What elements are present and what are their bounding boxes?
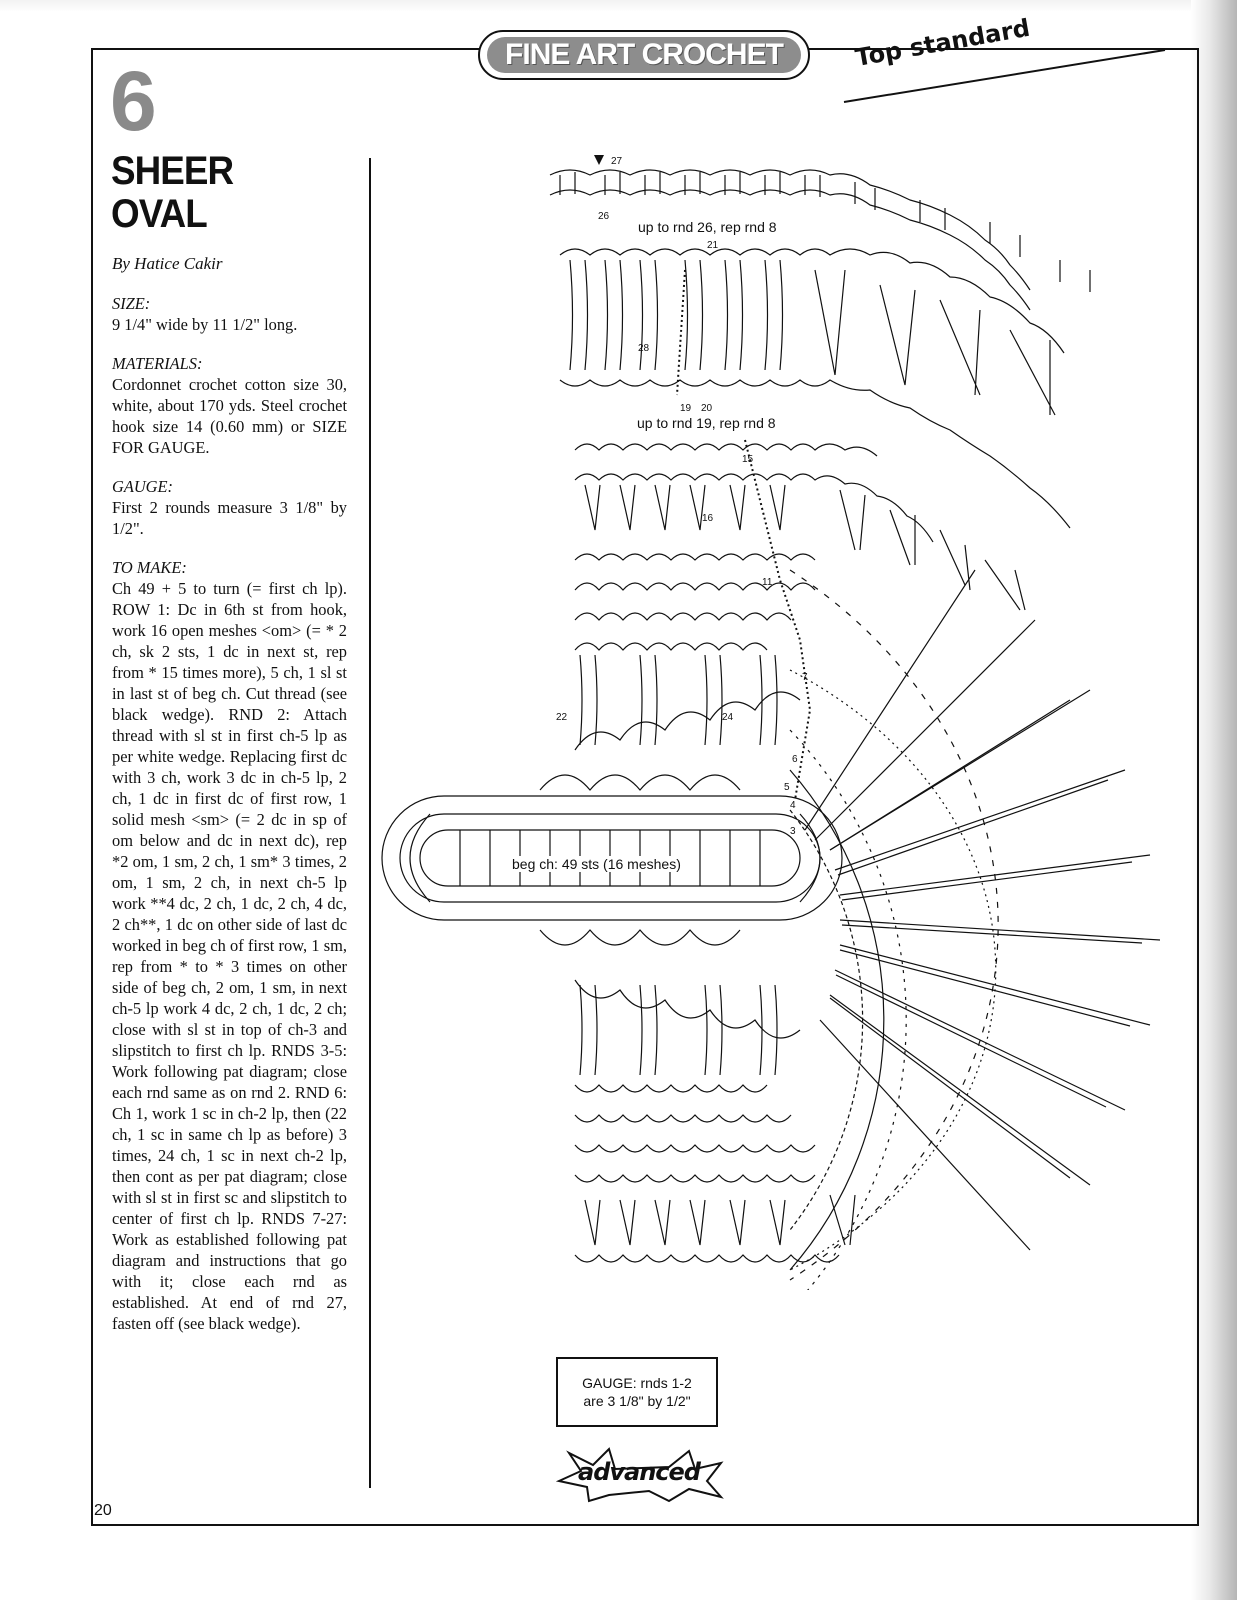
chart-top-strip: [550, 170, 1090, 310]
round-number: 16: [702, 513, 714, 524]
size-text: 9 1/4" wide by 11 1/2" long.: [112, 315, 298, 334]
round-number: 21: [707, 240, 719, 251]
round-start-line: [677, 270, 810, 800]
magazine-banner: [478, 30, 810, 80]
banner-title: FINE ART CROCHET: [487, 37, 801, 73]
round-number: 6: [792, 754, 798, 765]
skill-level-badge: [549, 1443, 729, 1503]
rating-label: Top standard: [853, 13, 1032, 72]
tomake-text: Ch 49 + 5 to turn (= first ch lp). ROW 1: Dc in 6th st from hook, work 16 open meshes <om> (= * 2 ch, sk 2 sts, 1 dc in next st, rep from * 15 times more), 5 ch, 1 sl st in last st of beg ch. Cut thread (see black wedge). RND 2: Attach thread with sl st in first ch-5 lp as per white wedge. Replacing first dc with 3 ch, work 3 dc in ch-5 lp, 2 ch, 1 dc in first dc of first row, 1 solid mesh <sm> (= 2 dc in sp of om below and dc in next dc), rep *2 om, 1 sm, 2 ch, 1 sm* 3 times, 2 om, 1 sm, 2 ch, in next ch-5 lp work **4 dc, 2 ch, 1 dc, 2 ch, 4 dc, 2 ch**, 1 dc on other side of last dc worked in beg ch of first row, 1 sm, rep from * to * 3 times on other side of beg ch, 2 om, 1 sm, in next ch-5 lp work 4 dc, 2 ch, 1 dc, 2 ch; close with sl st in top of ch-3 and slipstitch to first ch lp. RNDS 3-5: Work following pat diagram; close each rnd same as on rnd 2. RND 6: Ch 1, work 1 sc in ch-2 lp, then (22 ch, 1 sc in same ch lp as before) 3 times, 24 ch, 1 sc in next ch-2 lp, then cont as per pat diagram; close with sl st in first sc and slipstitch to center of first ch lp. RNDS 7-27: Work as established following pat diagram and instructions that go with it; close each rnd as established. At end of rnd 27, fasten off (see black wedge).: [112, 579, 347, 1333]
beg-chain-label: beg ch: 49 sts (16 meshes): [512, 856, 681, 872]
crochet-chart: [360, 150, 1190, 1290]
byline: By Hatice Cakir: [112, 254, 223, 273]
round-number: 11: [762, 577, 773, 588]
materials-text: Cordonnet crochet cotton size 30, white, about 170 yds. Steel crochet hook size 14 (0.60 mm) or SIZE FOR GAUGE.: [112, 375, 347, 457]
gauge-heading: GAUGE:: [112, 477, 173, 496]
pattern-number: 6: [110, 54, 157, 148]
instructions-column: [112, 293, 347, 1334]
size-heading: SIZE:: [112, 294, 151, 313]
label-rnd26: up to rnd 26, rep rnd 8: [638, 219, 777, 235]
start-marker-icon: [594, 155, 604, 165]
round-number: 20: [701, 403, 713, 414]
tomake-heading: TO MAKE:: [112, 558, 187, 577]
round-number: 27: [611, 156, 623, 167]
title-line-1: SHEER: [111, 149, 234, 193]
chart-second-strip: [560, 249, 1070, 528]
page-number: 20: [94, 1502, 112, 1519]
round-number: 7: [802, 672, 808, 683]
label-rnd19: up to rnd 19, rep rnd 8: [637, 415, 776, 431]
round-number: 26: [598, 211, 610, 222]
round-number: 24: [722, 712, 734, 723]
chart-right-fan: [790, 570, 1160, 1290]
chart-lower-fan: [575, 980, 855, 1262]
round-number: 5: [784, 782, 790, 793]
title-line-2: OVAL: [111, 192, 207, 236]
page-top-edge: [0, 0, 1237, 12]
gauge-line-2: are 3 1/8" by 1/2": [583, 1393, 691, 1409]
gauge-box: [556, 1357, 718, 1427]
round-number: 4: [790, 800, 796, 811]
gauge-line-1: GAUGE: rnds 1-2: [582, 1375, 692, 1391]
skill-level-label: advanced: [578, 1458, 700, 1486]
round-number: 28: [638, 343, 650, 354]
round-number: 22: [556, 712, 568, 723]
round-number: 15: [742, 454, 754, 465]
materials-heading: MATERIALS:: [112, 354, 203, 373]
gauge-text: First 2 rounds measure 3 1/8" by 1/2".: [112, 498, 347, 538]
round-number: 19: [680, 403, 692, 414]
pattern-title: [111, 150, 332, 236]
round-number: 3: [790, 826, 796, 837]
